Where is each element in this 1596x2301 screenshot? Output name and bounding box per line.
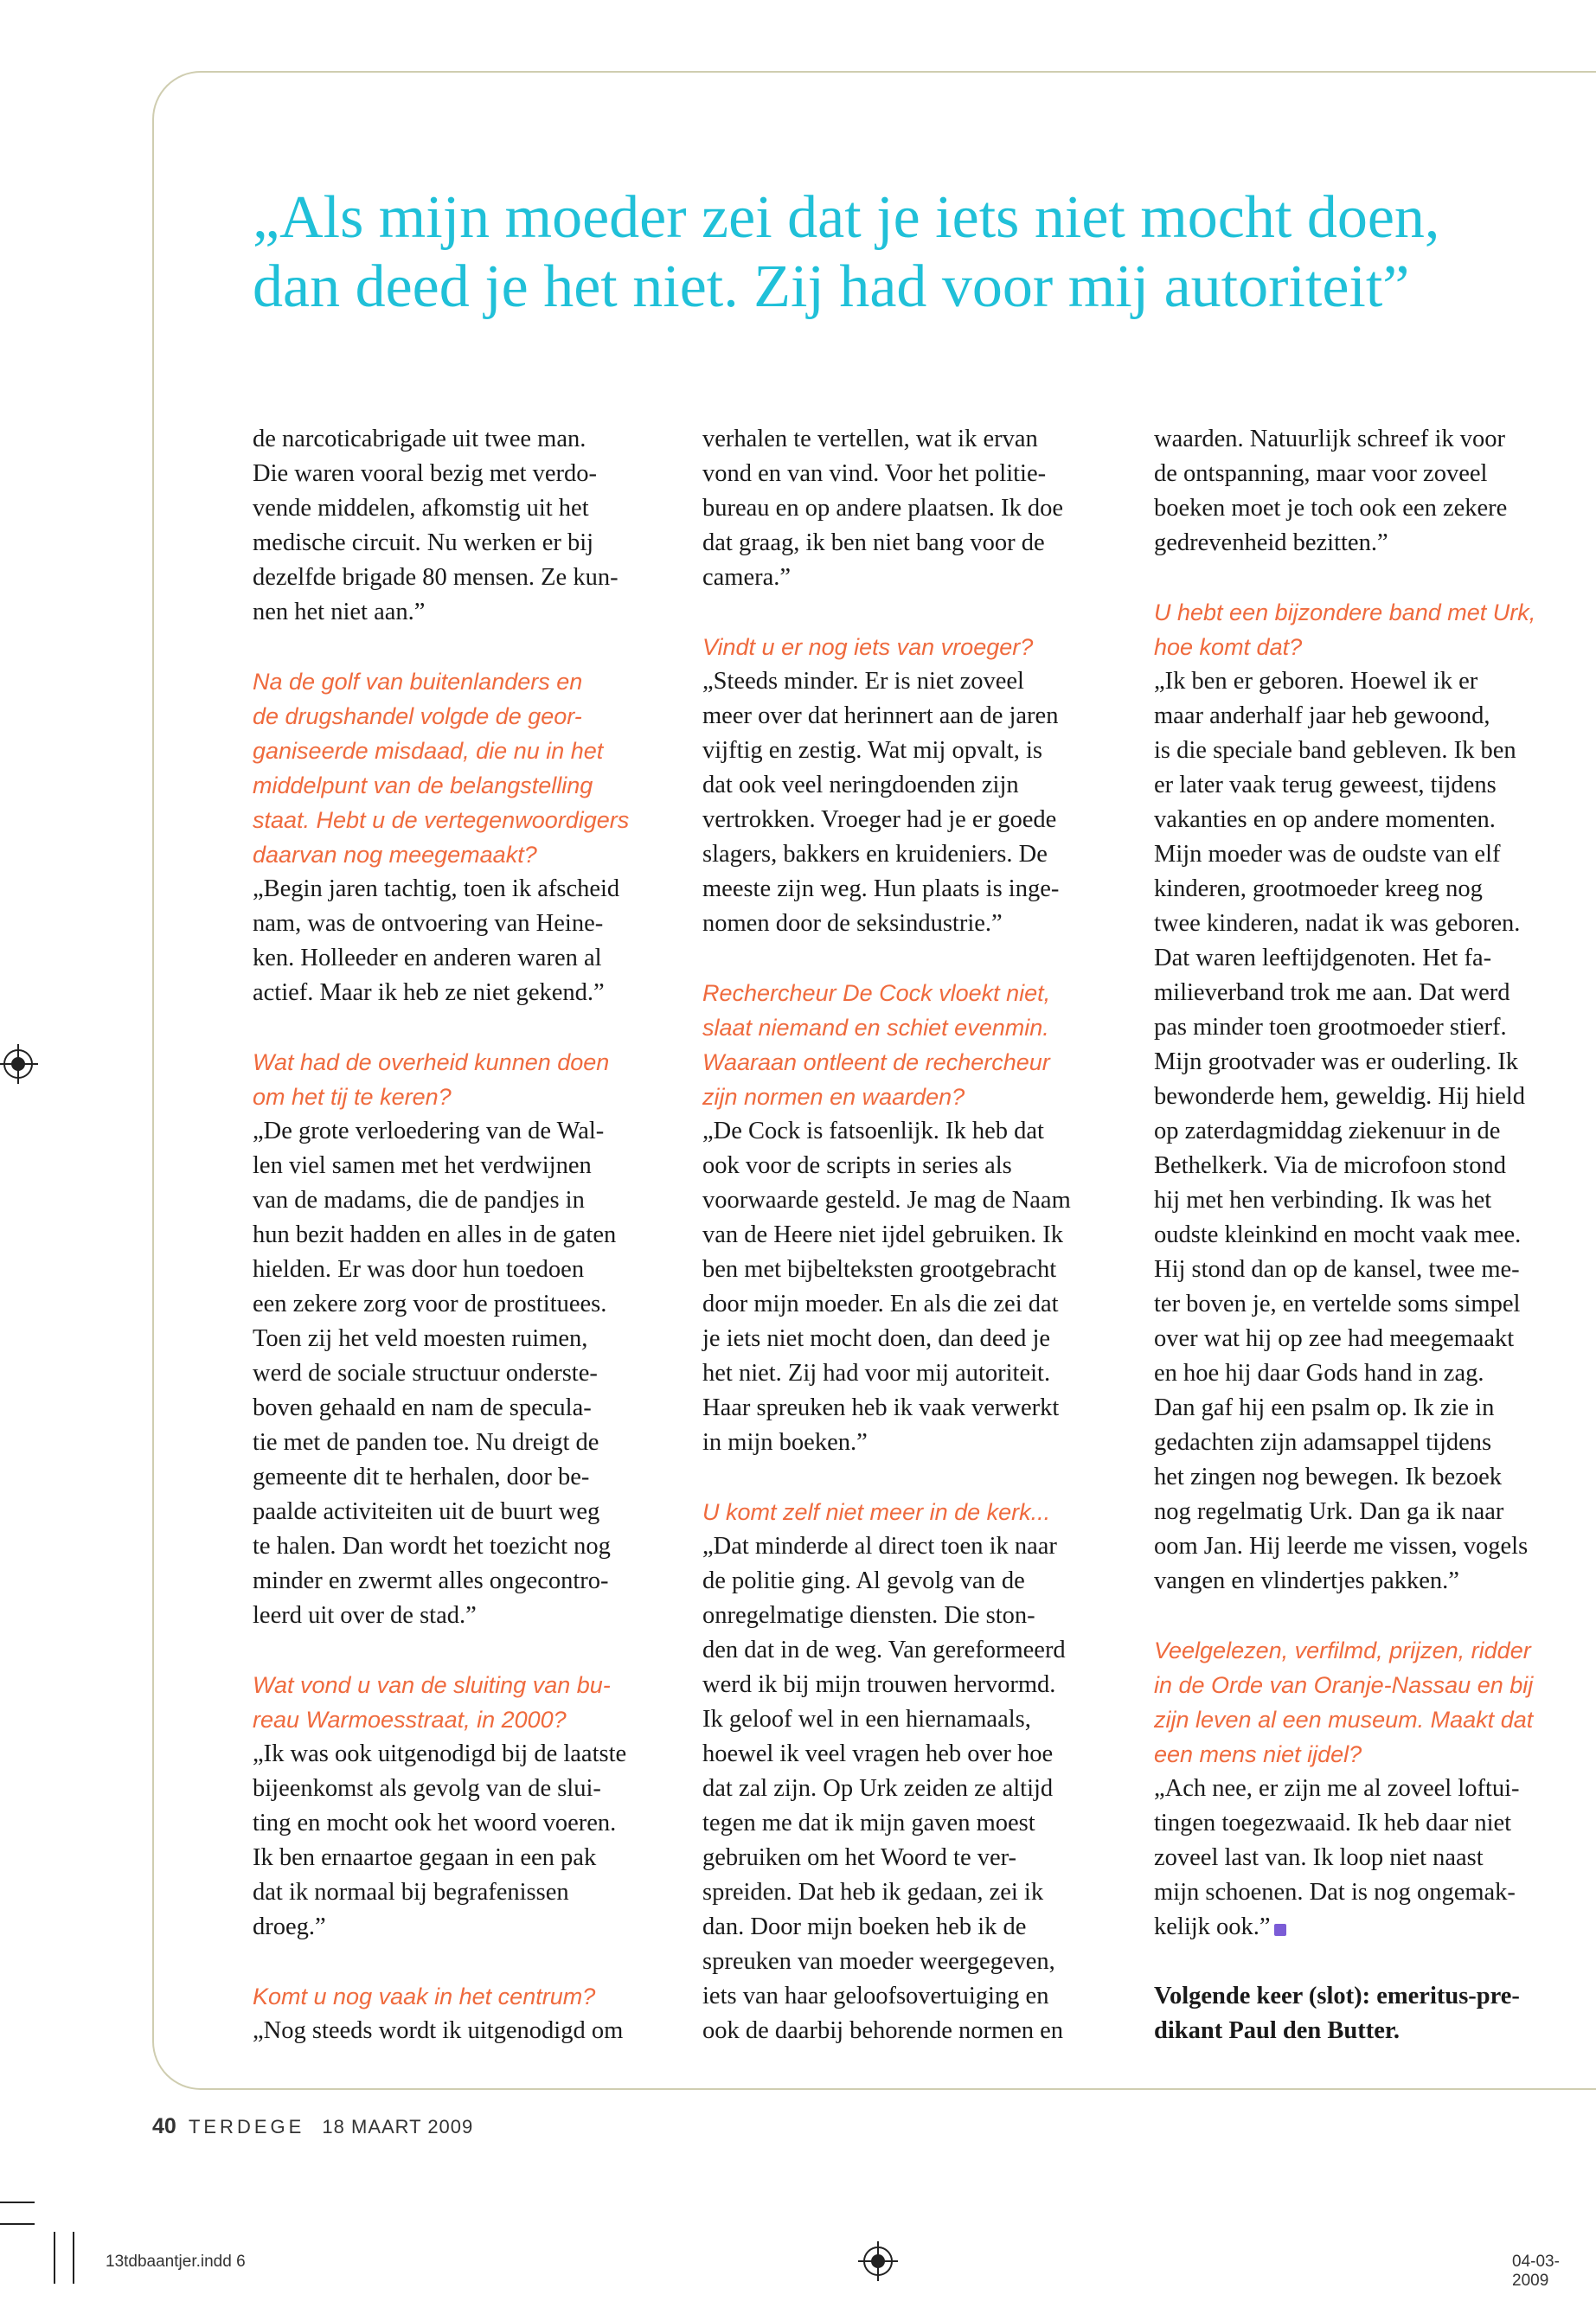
paragraph-gap [702,1460,1126,1495]
body-text-line: gedrevenheid bezitten.” [1154,529,1388,556]
body-text-line: bewonderde hem, geweldig. Hij hield [1154,1083,1525,1110]
paragraph-gap [702,595,1126,630]
body-text-line: Dat waren leeftijdgenoten. Het fa- [1154,945,1492,971]
body-text-line: vijftig en zestig. Wat mij opvalt, is [702,737,1042,764]
interview-question-line: slaat niemand en schiet evenmin. [702,1015,1049,1041]
interview-question-line: Rechercheur De Cock vloekt niet, [702,980,1051,1006]
body-text-line: ter boven je, en vertelde soms simpel [1154,1291,1521,1317]
paragraph-gap [253,630,676,664]
pull-quote-line-1: „Als mijn moeder zei dat je iets niet mocht doen, [253,184,1440,251]
pull-quote [253,183,1550,322]
body-text-line: werd ik bij mijn trouwen hervormd. [702,1671,1056,1698]
paragraph-gap [1154,561,1578,595]
body-text-line: „De Cock is fatsoenlijk. Ik heb dat [702,1118,1044,1144]
body-text-line: „Ik was ook uitgenodigd bij de laatste [253,1740,627,1767]
body-text-line: Hij stond dan op de kansel, twee me- [1154,1256,1520,1283]
body-text-line: het niet. Zij had voor mij autoriteit. [702,1360,1051,1387]
body-text-line: Ik geloof wel in een hiernamaals, [702,1706,1031,1733]
body-text-line: paalde activiteiten uit de buurt weg [253,1498,600,1525]
issue-date: 18 MAART 2009 [322,2116,474,2138]
body-text-line: „Nog steeds wordt ik uitgenodigd om [253,2017,624,2044]
body-text-line: tegen me dat ik mijn gaven moest [702,1810,1035,1836]
body-text-line: len viel samen met het verdwijnen [253,1152,592,1179]
body-text-line: kelijk ook.” [1154,1913,1271,1940]
paragraph-gap [253,1945,676,1979]
body-text-line: is die speciale band gebleven. Ik ben [1154,737,1516,764]
paragraph-gap [1154,1945,1578,1979]
body-text-line: vangen en vlindertjes pakken.” [1154,1567,1459,1594]
interview-question-line: reau Warmoesstraat, in 2000? [253,1707,567,1733]
body-text-line: over wat hij op zee had meegemaakt [1154,1325,1515,1352]
body-text-line: oudste kleinkind en mocht vaak mee. [1154,1221,1522,1248]
body-text-line: Mijn moeder was de oudste van elf [1154,841,1501,868]
body-text-line: hun bezit hadden en alles in de gaten [253,1221,617,1248]
body-text-line: ook voor de scripts in series als [702,1152,1012,1179]
body-text-line: gemeente dit te herhalen, door be- [253,1464,590,1490]
paragraph-gap [702,941,1126,976]
interview-question-line: een mens niet ijdel? [1154,1741,1362,1767]
article-column-2 [702,422,1126,2048]
body-text-line: „Begin jaren tachtig, toen ik afscheid [253,875,620,902]
body-text-line: meeste zijn weg. Hun plaats is inge- [702,875,1060,902]
page-footer [152,2114,473,2139]
body-text-line: maar anderhalf jaar heb gewoond, [1154,702,1490,729]
body-text-line: waarden. Natuurlijk schreef ik voor [1154,426,1505,452]
body-text-line: de ontspanning, maar voor zoveel [1154,460,1488,487]
body-text-line: vakanties en op andere momenten. [1154,806,1496,833]
next-episode-line: Volgende keer (slot): emeritus-pre- [1154,1983,1520,2009]
interview-question-line: Na de golf van buitenlanders en [253,669,583,695]
interview-question-line: U hebt een bijzondere band met Urk, [1154,599,1536,625]
body-text-line: droeg.” [253,1913,326,1940]
body-text-line: spreiden. Dat heb ik gedaan, zei ik [702,1879,1044,1906]
article-column-3 [1154,422,1578,2048]
pull-quote-line-2: dan deed je het niet. Zij had voor mij autoriteit” [253,253,1410,320]
paragraph-gap [253,1633,676,1668]
interview-question-line: hoe komt dat? [1154,634,1303,660]
paragraph-gap [1154,1599,1578,1633]
body-text-line: mijn schoenen. Dat is nog ongemak- [1154,1879,1516,1906]
body-text-line: dat ik normaal bij begrafenissen [253,1879,569,1906]
interview-question-line: Komt u nog vaak in het centrum? [253,1984,596,2009]
body-text-line: Bethelkerk. Via de microfoon stond [1154,1152,1506,1179]
interview-question-line: Wat had de overheid kunnen doen [253,1049,610,1075]
interview-question-line: de drugshandel volgde de geor- [253,703,582,729]
body-text-line: dat ook veel neringdoenden zijn [702,772,1019,798]
interview-question-line: in de Orde van Oranje-Nassau en bij [1154,1672,1534,1698]
body-text-line: gedachten zijn adamsappel tijdens [1154,1429,1492,1456]
body-text-line: „Steeds minder. Er is niet zoveel [702,668,1024,695]
body-text-line: hij met hen verbinding. Ik was het [1154,1187,1492,1214]
body-text-line: spreuken van moeder weergegeven, [702,1948,1055,1975]
body-text-line: dat graag, ik ben niet bang voor de [702,529,1045,556]
body-text-line: medische circuit. Nu werken er bij [253,529,594,556]
body-text-line: actief. Maar ik heb ze niet gekend.” [253,979,605,1006]
body-text-line: Haar spreuken heb ik vaak verwerkt [702,1394,1060,1421]
slug-file-name: 13tdbaantjer.indd 6 [106,2253,246,2271]
end-of-article-icon [1274,1924,1286,1936]
body-text-line: Ik ben ernaartoe gegaan in een pak [253,1844,597,1871]
body-text-line: twee kinderen, nadat ik was geboren. [1154,910,1521,937]
body-text-line: Die waren vooral bezig met verdo- [253,460,598,487]
body-text-line: werd de sociale structuur onderste- [253,1360,598,1387]
registration-mark-icon [863,2247,893,2276]
crop-mark [0,2202,35,2203]
body-text-line: nam, was de ontvoering van Heine- [253,910,604,937]
body-text-line: voorwaarde gesteld. Je mag de Naam [702,1187,1071,1214]
interview-question-line: Vindt u er nog iets van vroeger? [702,634,1034,660]
body-text-line: hielden. Er was door hun toedoen [253,1256,585,1283]
article-column-1 [253,422,676,2048]
interview-question-line: daarvan nog meegemaakt? [253,842,537,868]
body-text-line: dat zal zijn. Op Urk zeiden ze altijd [702,1775,1054,1802]
body-text-line: dan. Door mijn boeken heb ik de [702,1913,1027,1940]
paragraph-gap [253,1010,676,1045]
body-text-line: „Dat minderde al direct toen ik naar [702,1533,1057,1560]
body-text-line: boeken moet je toch ook een zekere [1154,495,1508,522]
interview-question-line: ganiseerde misdaad, die nu in het [253,738,604,764]
body-text-line: bijeenkomst als gevolg van de slui- [253,1775,601,1802]
slug-date: 04-03-2009 [1512,2253,1560,2290]
interview-question-line: Waaraan ontleent de rechercheur [702,1049,1050,1075]
body-text-line: „De grote verloedering van de Wal- [253,1118,605,1144]
body-text-line: vertrokken. Vroeger had je er goede [702,806,1057,833]
body-text-line: onregelmatige diensten. Die ston- [702,1602,1035,1629]
page-number: 40 [152,2114,176,2138]
interview-question-line: zijn normen en waarden? [702,1084,965,1110]
crop-mark [73,2232,74,2284]
body-text-line: vende middelen, afkomstig uit het [253,495,589,522]
body-text-line: camera.” [702,564,792,591]
body-text-line: op zaterdagmiddag ziekenuur in de [1154,1118,1501,1144]
interview-question-line: om het tij te keren? [253,1084,452,1110]
body-text-line: van de Heere niet ijdel gebruiken. Ik [702,1221,1064,1248]
body-text-line: „Ach nee, er zijn me al zoveel loftui- [1154,1775,1520,1802]
interview-question-line: Veelgelezen, verfilmd, prijzen, ridder [1154,1638,1531,1663]
body-text-line: kinderen, grootmoeder kreeg nog [1154,875,1483,902]
body-text-line: „Ik ben er geboren. Hoewel ik er [1154,668,1478,695]
body-text-line: slagers, bakkers en kruideniers. De [702,841,1048,868]
body-text-line: nen het niet aan.” [253,599,426,625]
body-text-line: tingen toegezwaaid. Ik heb daar niet [1154,1810,1512,1836]
body-text-line: dezelfde brigade 80 mensen. Ze kun- [253,564,619,591]
interview-question-line: zijn leven al een museum. Maakt dat [1154,1707,1534,1733]
body-text-line: Mijn grootvader was er ouderling. Ik [1154,1048,1519,1075]
body-text-line: tie met de panden toe. Nu dreigt de [253,1429,599,1456]
body-text-line: boven gehaald en nam de specula- [253,1394,592,1421]
next-episode-line: dikant Paul den Butter. [1154,2017,1401,2044]
body-text-line: Toen zij het veld moesten ruimen, [253,1325,588,1352]
body-text-line: ken. Holleeder en anderen waren al [253,945,602,971]
body-text-line: in mijn boeken.” [702,1429,868,1456]
body-text-line: bureau en op andere plaatsen. Ik doe [702,495,1064,522]
body-text-line: je iets niet mocht doen, dan deed je [702,1325,1051,1352]
body-text-line: oom Jan. Hij leerde me vissen, vogels [1154,1533,1529,1560]
interview-question-line: middelpunt van de belangstelling [253,772,593,798]
body-text-line: ook de daarbij behorende normen en [702,2017,1064,2044]
body-text-line: de politie ging. Al gevolg van de [702,1567,1025,1594]
registration-mark-icon [3,1049,33,1079]
body-text-line: ben met bijbelteksten grootgebracht [702,1256,1057,1283]
body-text-line: minder en zwermt alles ongecontro- [253,1567,609,1594]
body-text-line: er later vaak terug geweest, tijdens [1154,772,1497,798]
body-text-line: ting en mocht ook het woord voeren. [253,1810,617,1836]
body-text-line: Dan gaf hij een psalm op. Ik zie in [1154,1394,1495,1421]
crop-mark [0,2223,35,2225]
body-text-line: meer over dat herinnert aan de jaren [702,702,1059,729]
body-text-line: het zingen nog bewegen. Ik bezoek [1154,1464,1503,1490]
interview-question-line: U komt zelf niet meer in de kerk... [702,1499,1051,1525]
body-text-line: zoveel last van. Ik loop niet naast [1154,1844,1484,1871]
body-text-line: en hoe hij daar Gods hand in zag. [1154,1360,1484,1387]
body-text-line: den dat in de weg. Van gereformeerd [702,1637,1066,1663]
body-text-line: vond en van vind. Voor het politie- [702,460,1047,487]
body-text-line: nog regelmatig Urk. Dan ga ik naar [1154,1498,1504,1525]
body-text-line: nomen door de seksindustrie.” [702,910,1003,937]
body-text-line: van de madams, die de pandjes in [253,1187,585,1214]
interview-question-line: Wat vond u van de sluiting van bu- [253,1672,611,1698]
body-text-line: een zekere zorg voor de prostituees. [253,1291,607,1317]
body-text-line: milieverband trok me aan. Dat werd [1154,979,1510,1006]
body-text-line: gebruiken om het Woord te ver- [702,1844,1017,1871]
body-text-line: pas minder toen grootmoeder stierf. [1154,1014,1507,1041]
body-text-line: hoewel ik veel vragen heb over hoe [702,1740,1054,1767]
body-text-line: door mijn moeder. En als die zei dat [702,1291,1059,1317]
body-text-line: iets van haar geloofsovertuiging en [702,1983,1049,2009]
interview-question-line: staat. Hebt u de vertegenwoordigers [253,807,630,833]
body-text-line: verhalen te vertellen, wat ik ervan [702,426,1038,452]
body-text-line: de narcoticabrigade uit twee man. [253,426,586,452]
body-text-line: te halen. Dan wordt het toezicht nog [253,1533,611,1560]
crop-mark [54,2232,55,2284]
magazine-name: TERDEGE [188,2116,305,2138]
body-text-line: leerd uit over de stad.” [253,1602,477,1629]
